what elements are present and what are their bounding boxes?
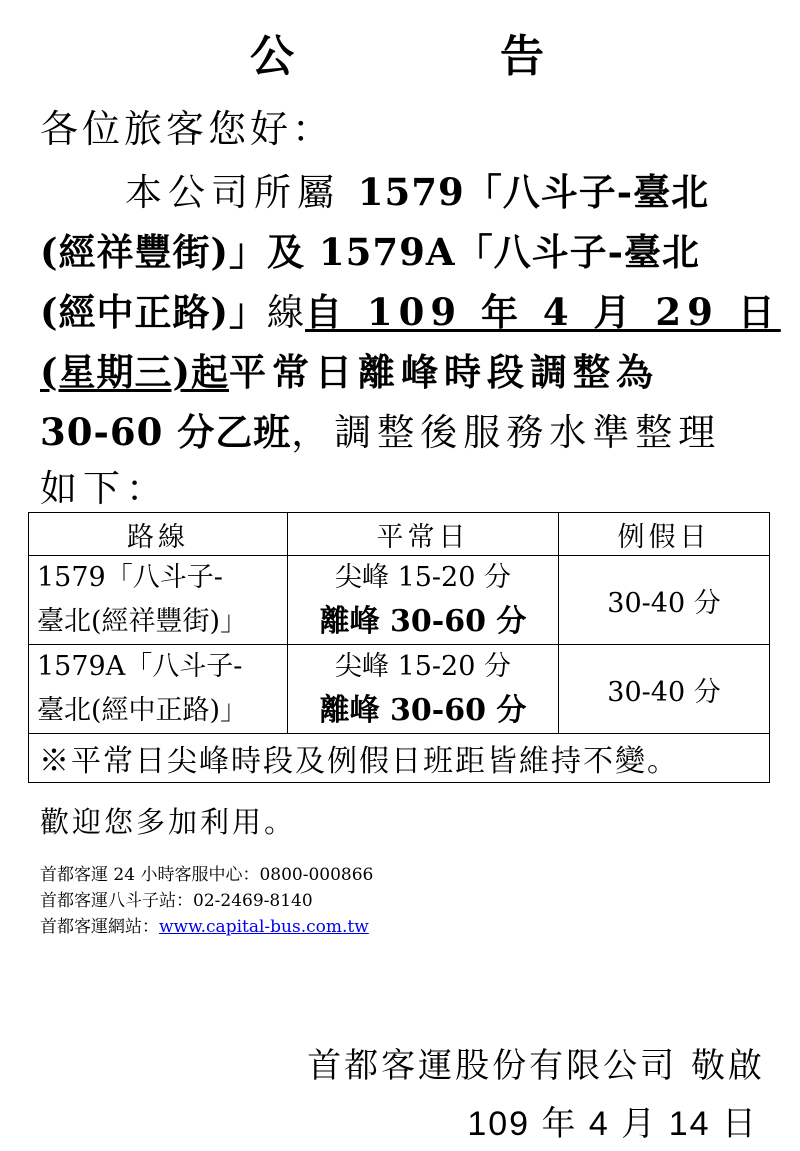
table-note: ※平常日尖峰時段及例假日班距皆維持不變。 — [29, 734, 770, 783]
header-holiday: 例假日 — [559, 513, 770, 556]
service-center-info: 首都客運 24 小時客服中心：0800-000866 — [40, 865, 374, 885]
notice-date: 109 年 4 月 14 日 — [467, 1105, 758, 1143]
route-line-1: 1579「八斗子- — [37, 562, 223, 593]
new-frequency: 30-60 分乙班 — [40, 410, 292, 454]
body-line-1 — [40, 162, 770, 216]
effective-date: 自 109 年 4 月 29 日 — [305, 290, 781, 334]
notice-title — [0, 14, 800, 84]
station-info: 首都客運八斗子站：02-2469-8140 — [40, 891, 313, 911]
route-line-2: 臺北(經中正路)」 — [37, 695, 248, 726]
body-line-2 — [40, 222, 770, 276]
body-line-6 — [40, 458, 770, 512]
greeting: 各位旅客您好： — [40, 107, 335, 151]
route-line-2: 臺北(經祥豐街)」 — [37, 606, 248, 637]
website-link[interactable]: www.capital-bus.com.tw — [159, 917, 369, 937]
welcome-text: 歡迎您多加利用。 — [40, 805, 297, 839]
body-text: ，調整後服務水準整理 — [291, 411, 722, 454]
website-info — [40, 912, 369, 937]
body-line-4 — [40, 342, 770, 396]
peak-frequency: 尖峰 15-20 分 — [334, 651, 511, 682]
offpeak-frequency: 離峰 30-60 分 — [319, 693, 527, 728]
body-line-5 — [40, 402, 770, 456]
offpeak-frequency: 離峰 30-60 分 — [319, 604, 527, 639]
body-text: 線 — [267, 291, 306, 334]
peak-frequency: 尖峰 15-20 分 — [334, 562, 511, 593]
adjustment-text: 平常日離峰時段調整為 — [229, 350, 660, 394]
holiday-cell: 30-40 分 — [559, 645, 770, 734]
table-header-row — [29, 513, 770, 556]
table-row — [29, 556, 770, 645]
route-names: (經祥豐街)」及 1579A「八斗子-臺北 — [40, 230, 700, 274]
weekday-cell — [288, 645, 559, 734]
title-char-1: 公 — [250, 31, 294, 82]
header-weekday: 平常日 — [288, 513, 559, 556]
body-line-3 — [40, 282, 781, 336]
body-text: 如下： — [40, 467, 169, 510]
route-1579-name: 1579「八斗子-臺北 — [357, 170, 710, 214]
weekday-cell — [288, 556, 559, 645]
holiday-cell: 30-40 分 — [559, 556, 770, 645]
service-level-table — [28, 512, 770, 783]
route-1579a-name: (經中正路)」 — [40, 290, 268, 334]
table-row — [29, 645, 770, 734]
route-cell — [29, 645, 288, 734]
route-line-1: 1579A「八斗子- — [37, 651, 243, 682]
table-note-row — [29, 734, 770, 783]
company-signature: 首都客運股份有限公司 敬啟 — [307, 1046, 765, 1086]
route-cell — [29, 556, 288, 645]
effective-weekday: (星期三)起 — [40, 350, 230, 394]
body-text: 本公司所屬 — [125, 171, 358, 214]
website-label: 首都客運網站： — [40, 917, 159, 937]
header-route: 路線 — [29, 513, 288, 556]
title-char-2: 告 — [500, 31, 544, 82]
